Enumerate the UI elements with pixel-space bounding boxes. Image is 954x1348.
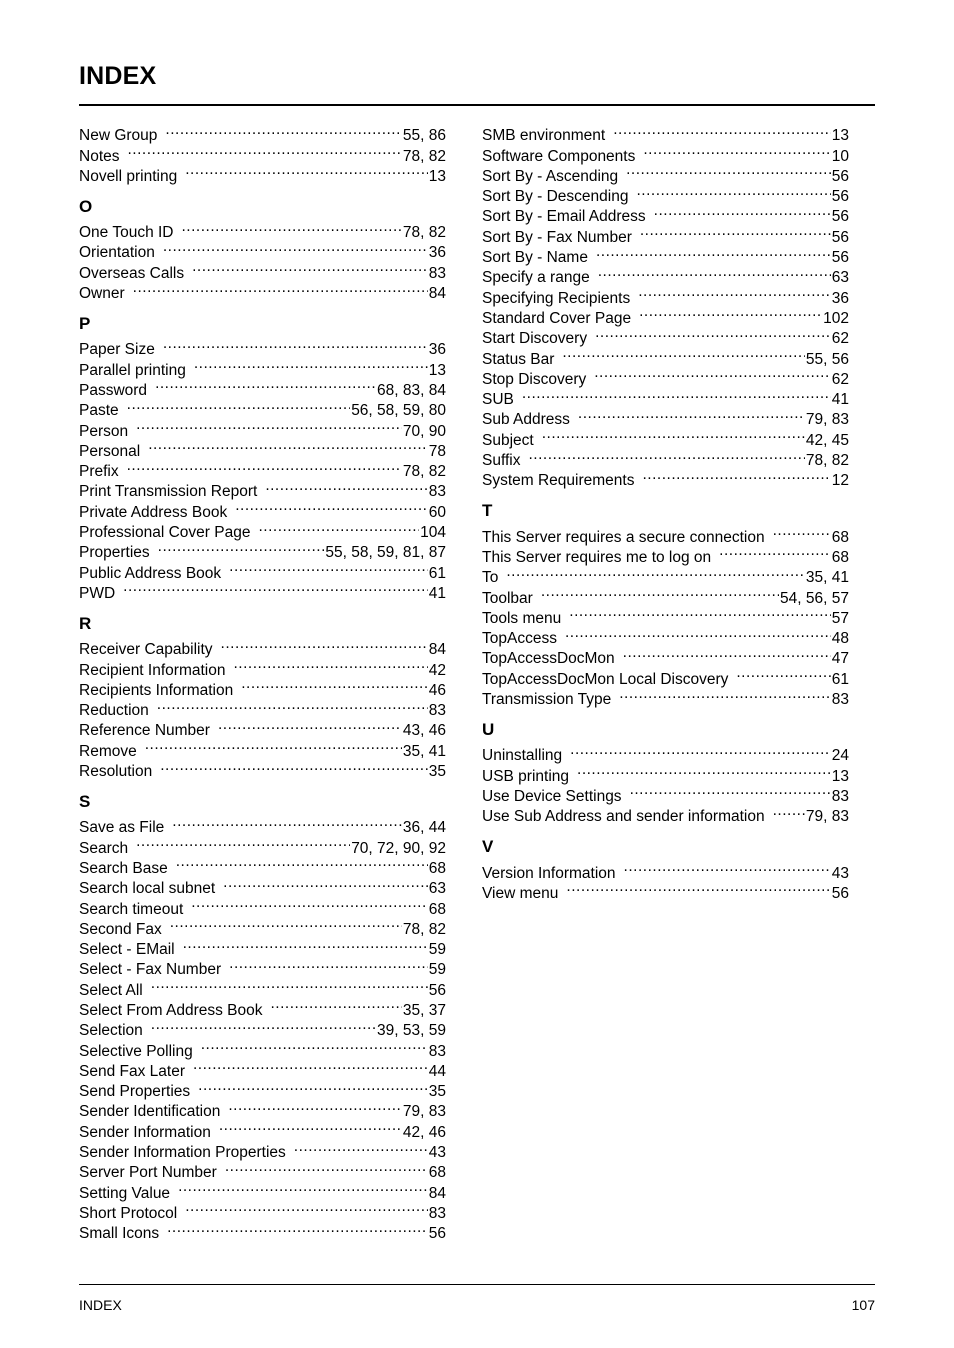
- dot-leader: [598, 262, 831, 282]
- index-page-numbers: 78: [428, 442, 446, 460]
- dot-leader: [773, 521, 831, 541]
- index-page-numbers: 57: [831, 609, 849, 627]
- dot-leader: [151, 974, 428, 994]
- index-term: New Group: [79, 127, 158, 145]
- index-page-numbers: 56: [428, 1225, 446, 1243]
- index-page-numbers: 43: [831, 864, 849, 882]
- dot-leader: [160, 756, 428, 776]
- index-page-numbers: 56: [831, 208, 849, 226]
- index-term: Toolbar: [482, 589, 533, 607]
- index-entry: [482, 384, 849, 409]
- index-term: Properties: [79, 544, 150, 562]
- dot-leader: [229, 557, 428, 577]
- index-page-numbers: 36: [428, 341, 446, 359]
- index-term: PWD: [79, 584, 116, 602]
- index-term: Paper Size: [79, 341, 155, 359]
- dot-leader: [192, 257, 428, 277]
- index-term: Select - EMail: [79, 941, 175, 959]
- index-page-numbers: 63: [428, 880, 446, 898]
- dot-leader: [258, 517, 419, 537]
- index-group: [482, 501, 849, 709]
- index-entry: [482, 740, 849, 765]
- index-page-numbers: 39, 53, 59: [377, 1022, 446, 1040]
- index-entry: [482, 120, 849, 145]
- index-page-numbers: 36: [428, 244, 446, 262]
- dot-leader: [148, 436, 428, 456]
- index-group: [79, 613, 446, 781]
- index-term: One Touch ID: [79, 224, 174, 242]
- index-page-numbers: 36: [831, 289, 849, 307]
- dot-leader: [158, 537, 325, 557]
- index-page-numbers: 83: [428, 1204, 446, 1222]
- index-page-numbers: 13: [831, 127, 849, 145]
- index-page-numbers: 78, 82: [805, 452, 849, 470]
- index-term: Short Protocol: [79, 1204, 178, 1222]
- index-page-numbers: 78, 82: [402, 920, 446, 938]
- index-term: Professional Cover Page: [79, 524, 251, 542]
- page-title: INDEX: [79, 62, 157, 90]
- index-entry: [79, 217, 446, 242]
- index-term: Sort By - Name: [482, 249, 588, 267]
- index-page-numbers: 48: [831, 630, 849, 648]
- index-term: Paste: [79, 402, 119, 420]
- dot-leader: [133, 278, 428, 298]
- dot-leader: [522, 384, 831, 404]
- dot-leader: [565, 623, 831, 643]
- index-term: Select - Fax Number: [79, 961, 222, 979]
- index-group: [79, 314, 446, 602]
- index-page-numbers: 79, 83: [402, 1103, 446, 1121]
- index-term: Print Transmission Report: [79, 483, 258, 501]
- index-page-numbers: 102: [823, 309, 849, 327]
- index-page-numbers: 83: [428, 702, 446, 720]
- index-term: SMB environment: [482, 127, 606, 145]
- index-entry: [79, 140, 446, 165]
- dot-leader: [636, 181, 830, 201]
- index-entry: [79, 456, 446, 481]
- index-page-numbers: 43: [428, 1144, 446, 1162]
- index-term: Sub Address: [482, 411, 570, 429]
- index-page-numbers: 55, 86: [402, 127, 446, 145]
- index-page-numbers: 42, 45: [805, 431, 849, 449]
- index-page-numbers: 47: [831, 650, 849, 668]
- index-term: Public Address Book: [79, 564, 222, 582]
- index-page-numbers: 68: [428, 1164, 446, 1182]
- dot-leader: [219, 1116, 402, 1136]
- dot-leader: [194, 354, 428, 374]
- index-term: Select From Address Book: [79, 1001, 263, 1019]
- dot-leader: [225, 1157, 428, 1177]
- index-term: Recipient Information: [79, 661, 226, 679]
- dot-leader: [223, 873, 428, 893]
- index-page-numbers: 63: [831, 269, 849, 287]
- index-page-numbers: 78, 82: [402, 463, 446, 481]
- index-term: View menu: [482, 884, 559, 902]
- index-page-numbers: 43, 46: [402, 722, 446, 740]
- dot-leader: [594, 364, 831, 384]
- index-page-numbers: 84: [428, 285, 446, 303]
- index-page-numbers: 35: [428, 1083, 446, 1101]
- index-term: Owner: [79, 285, 125, 303]
- index-column-right: [482, 120, 849, 914]
- index-term: Sort By - Descending: [482, 188, 629, 206]
- index-term: Setting Value: [79, 1184, 171, 1202]
- dot-leader: [595, 323, 831, 343]
- index-page-numbers: 68: [428, 900, 446, 918]
- index-term: Personal: [79, 442, 141, 460]
- dot-leader: [542, 424, 805, 444]
- dot-leader: [241, 675, 428, 695]
- dot-leader: [136, 832, 350, 852]
- index-page-numbers: 60: [428, 503, 446, 521]
- index-term: Recipients Information: [79, 681, 234, 699]
- dot-leader: [529, 445, 805, 465]
- index-term: Standard Cover Page: [482, 309, 632, 327]
- index-letter-heading: P: [79, 314, 91, 334]
- dot-leader: [541, 582, 779, 602]
- index-page-numbers: 62: [831, 330, 849, 348]
- dot-leader: [506, 562, 805, 582]
- dot-leader: [157, 695, 428, 715]
- dot-leader: [719, 542, 831, 562]
- index-entry: [482, 562, 849, 587]
- index-term: Search timeout: [79, 900, 184, 918]
- dot-leader: [182, 217, 402, 237]
- dot-leader: [127, 456, 402, 476]
- index-page-numbers: 62: [831, 370, 849, 388]
- index-term: System Requirements: [482, 472, 635, 490]
- index-term: Reduction: [79, 702, 149, 720]
- index-letter-heading: V: [482, 837, 494, 857]
- index-term: TopAccess: [482, 630, 557, 648]
- dot-leader: [566, 878, 830, 898]
- index-entry: [79, 634, 446, 659]
- index-term: To: [482, 569, 499, 587]
- dot-leader: [654, 201, 831, 221]
- index-term: Selective Polling: [79, 1042, 193, 1060]
- index-term: Status Bar: [482, 350, 555, 368]
- index-page-numbers: 35, 41: [402, 742, 446, 760]
- index-term: SUB: [482, 391, 514, 409]
- index-term: Parallel printing: [79, 361, 186, 379]
- index-page-numbers: 79, 83: [805, 411, 849, 429]
- index-page-numbers: 56: [831, 249, 849, 267]
- dot-leader: [294, 1137, 428, 1157]
- index-page-numbers: 42, 46: [402, 1123, 446, 1141]
- index-term: Send Properties: [79, 1083, 191, 1101]
- index-page-numbers: 84: [428, 1184, 446, 1202]
- index-term: Sender Information Properties: [79, 1144, 286, 1162]
- dot-leader: [201, 1035, 428, 1055]
- dot-leader: [128, 140, 402, 160]
- index-term: Subject: [482, 431, 534, 449]
- index-term: Overseas Calls: [79, 264, 185, 282]
- index-term: Sort By - Email Address: [482, 208, 646, 226]
- index-entry: [79, 415, 446, 440]
- index-page-numbers: 70, 72, 90, 92: [351, 839, 446, 857]
- index-term: Password: [79, 381, 148, 399]
- index-term: Stop Discovery: [482, 370, 587, 388]
- index-entry: [79, 334, 446, 359]
- index-page-numbers: 55, 56: [805, 350, 849, 368]
- index-term: Server Port Number: [79, 1164, 217, 1182]
- index-entry: [482, 404, 849, 429]
- index-page-numbers: 61: [428, 564, 446, 582]
- index-page-numbers: 61: [831, 670, 849, 688]
- index-term: Orientation: [79, 244, 155, 262]
- index-term: Small Icons: [79, 1225, 160, 1243]
- index-page-numbers: 70, 90: [402, 422, 446, 440]
- header-rule: [79, 104, 875, 106]
- index-page-numbers: 10: [831, 147, 849, 165]
- dot-leader: [271, 995, 402, 1015]
- index-term: Resolution: [79, 763, 153, 781]
- dot-leader: [183, 934, 428, 954]
- index-term: Transmission Type: [482, 691, 612, 709]
- dot-leader: [178, 1177, 428, 1197]
- index-page-numbers: 24: [831, 747, 849, 765]
- dot-leader: [623, 643, 831, 663]
- index-term: This Server requires a secure connection: [482, 528, 765, 546]
- index-page-numbers: 68, 83, 84: [377, 381, 446, 399]
- index-page-numbers: 78, 82: [402, 147, 446, 165]
- dot-leader: [151, 1015, 376, 1035]
- index-term: Specify a range: [482, 269, 590, 287]
- dot-leader: [136, 415, 402, 435]
- dot-leader: [127, 395, 351, 415]
- index-entry: [79, 812, 446, 837]
- index-page-numbers: 56: [831, 188, 849, 206]
- index-page-numbers: 68: [831, 548, 849, 566]
- dot-leader: [221, 634, 428, 654]
- index-page-numbers: 54, 56, 57: [780, 589, 849, 607]
- index-term: Sender Information: [79, 1123, 211, 1141]
- index-letter-heading: T: [482, 501, 493, 521]
- dot-leader: [596, 242, 831, 262]
- index-page-numbers: 68: [831, 528, 849, 546]
- index-page-numbers: 83: [831, 691, 849, 709]
- index-term: Send Fax Later: [79, 1062, 185, 1080]
- dot-leader: [773, 801, 805, 821]
- index-term: Selection: [79, 1022, 143, 1040]
- index-term: Search Base: [79, 859, 168, 877]
- index-term: USB printing: [482, 767, 570, 785]
- index-term: Use Device Settings: [482, 787, 622, 805]
- index-page-numbers: 42: [428, 661, 446, 679]
- index-entry: [482, 521, 849, 546]
- index-term: TopAccessDocMon: [482, 650, 615, 668]
- index-term: Save as File: [79, 819, 165, 837]
- dot-leader: [613, 120, 831, 140]
- index-page-numbers: 59: [428, 961, 446, 979]
- index-term: Start Discovery: [482, 330, 588, 348]
- index-page-numbers: 35, 37: [402, 1001, 446, 1019]
- index-page-numbers: 59: [428, 941, 446, 959]
- index-page-numbers: 41: [428, 584, 446, 602]
- index-page-numbers: 84: [428, 641, 446, 659]
- index-entry: [482, 857, 849, 882]
- index-entry: [482, 465, 849, 490]
- index-term: Prefix: [79, 463, 119, 481]
- index-page-numbers: 79, 83: [805, 808, 849, 826]
- footer-page-number: 107: [851, 1297, 875, 1313]
- index-entry: [79, 120, 446, 145]
- dot-leader: [569, 603, 830, 623]
- dot-leader: [228, 1096, 402, 1116]
- footer-rule: [79, 1284, 875, 1285]
- index-column-left: [79, 120, 446, 1254]
- index-page-numbers: 13: [428, 361, 446, 379]
- index-entry: [482, 445, 849, 470]
- index-page-numbers: 83: [428, 1042, 446, 1060]
- dot-leader: [218, 715, 402, 735]
- dot-leader: [185, 1198, 428, 1218]
- dot-leader: [630, 781, 831, 801]
- dot-leader: [185, 161, 428, 181]
- dot-leader: [562, 343, 805, 363]
- index-term: Sender Identification: [79, 1103, 221, 1121]
- index-term: Remove: [79, 742, 137, 760]
- index-entry: [79, 161, 446, 185]
- dot-leader: [167, 1218, 428, 1238]
- dot-leader: [570, 740, 831, 760]
- index-page-numbers: 12: [831, 472, 849, 490]
- dot-leader: [624, 857, 831, 877]
- index-entry: [482, 582, 849, 607]
- dot-leader: [165, 120, 401, 140]
- dot-leader: [643, 140, 830, 160]
- index-term: Reference Number: [79, 722, 210, 740]
- index-term: Tools menu: [482, 609, 562, 627]
- index-page-numbers: 83: [428, 264, 446, 282]
- index-page-numbers: 13: [428, 167, 446, 185]
- index-letter-heading: U: [482, 720, 495, 740]
- dot-leader: [163, 237, 428, 257]
- index-page-numbers: 68: [428, 859, 446, 877]
- dot-leader: [145, 735, 402, 755]
- index-page-numbers: 41: [831, 391, 849, 409]
- index-term: Suffix: [482, 452, 521, 470]
- index-group: [79, 792, 446, 1243]
- dot-leader: [229, 954, 428, 974]
- dot-leader: [233, 654, 427, 674]
- index-page-numbers: 56, 58, 59, 80: [351, 402, 446, 420]
- index-term: Select All: [79, 981, 143, 999]
- index-page-numbers: 35, 41: [805, 569, 849, 587]
- index-term: Specifying Recipients: [482, 289, 631, 307]
- index-page-numbers: 56: [831, 167, 849, 185]
- index-term: Private Address Book: [79, 503, 228, 521]
- index-page-numbers: 35: [428, 763, 446, 781]
- dot-leader: [642, 465, 830, 485]
- index-entry: [79, 278, 446, 303]
- dot-leader: [638, 282, 831, 302]
- dot-leader: [123, 578, 428, 598]
- index-page-numbers: 83: [831, 787, 849, 805]
- index-term: Novell printing: [79, 167, 178, 185]
- index-page-numbers: 56: [831, 884, 849, 902]
- dot-leader: [265, 476, 427, 496]
- index-entry: [79, 476, 446, 501]
- index-page-numbers: 83: [428, 483, 446, 501]
- index-page-numbers: 36, 44: [402, 819, 446, 837]
- index-entry: [79, 578, 446, 602]
- dot-leader: [578, 404, 805, 424]
- index-letter-heading: O: [79, 196, 93, 216]
- index-term: Notes: [79, 147, 120, 165]
- dot-leader: [163, 334, 428, 354]
- index-letter-heading: R: [79, 613, 92, 633]
- index-page-numbers: 44: [428, 1062, 446, 1080]
- index-group: [482, 120, 849, 490]
- index-term: Sort By - Fax Number: [482, 228, 632, 246]
- index-term: Sort By - Ascending: [482, 167, 619, 185]
- index-page-numbers: 55, 58, 59, 81, 87: [325, 544, 446, 562]
- dot-leader: [191, 893, 428, 913]
- index-term: Search local subnet: [79, 880, 216, 898]
- dot-leader: [736, 663, 830, 683]
- dot-leader: [172, 812, 402, 832]
- index-page-numbers: 56: [831, 228, 849, 246]
- dot-leader: [577, 760, 831, 780]
- index-letter-heading: S: [79, 792, 91, 812]
- index-term: Version Information: [482, 864, 616, 882]
- index-term: TopAccessDocMon Local Discovery: [482, 670, 729, 688]
- index-group: [79, 196, 446, 303]
- index-page-numbers: 13: [831, 767, 849, 785]
- dot-leader: [170, 914, 402, 934]
- dot-leader: [155, 375, 376, 395]
- index-term: Second Fax: [79, 920, 162, 938]
- dot-leader: [176, 853, 428, 873]
- dot-leader: [640, 221, 831, 241]
- index-page-numbers: 78, 82: [402, 224, 446, 242]
- dot-leader: [198, 1076, 428, 1096]
- index-group: [482, 837, 849, 902]
- index-term: Use Sub Address and sender information: [482, 808, 765, 826]
- index-term: Search: [79, 839, 129, 857]
- index-term: Uninstalling: [482, 747, 563, 765]
- dot-leader: [619, 684, 831, 704]
- index-page-numbers: 104: [420, 524, 446, 542]
- index-page-numbers: 56: [428, 981, 446, 999]
- index-term: Receiver Capability: [79, 641, 213, 659]
- index-term: This Server requires me to log on: [482, 548, 712, 566]
- footer-section-label: INDEX: [79, 1297, 122, 1313]
- dot-leader: [639, 303, 822, 323]
- index-group: [79, 120, 446, 185]
- dot-leader: [193, 1056, 428, 1076]
- dot-leader: [626, 161, 831, 181]
- dot-leader: [235, 496, 428, 516]
- index-term: Person: [79, 422, 129, 440]
- index-page-numbers: 46: [428, 681, 446, 699]
- index-term: Software Components: [482, 147, 636, 165]
- index-group: [482, 720, 849, 826]
